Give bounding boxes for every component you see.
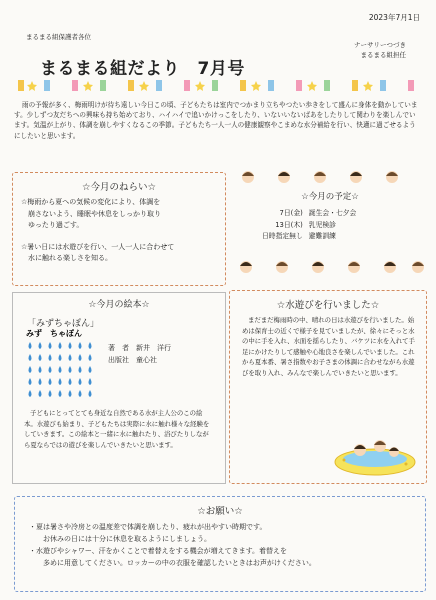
schedule-event: 誕生会・七夕会	[308, 209, 357, 217]
request-line-3: ・水遊びやシャワー、汗をかくことで着替えをする機会が増えてきます。着替えを	[29, 547, 288, 555]
sender-class: まるまる組担任	[360, 51, 406, 59]
page-title: まるまる組だより 7月号	[40, 59, 245, 79]
book-meta	[108, 342, 171, 366]
children-faces-decoration	[236, 168, 426, 186]
schedule-table	[262, 208, 362, 243]
request-line-4: 多めに用意してください。ロッカーの中の衣服を確認したいときはお声がけください。	[43, 559, 316, 567]
aim-2-line-2: 水に触れる楽しさを知る。	[28, 254, 112, 262]
monthly-aims-box	[12, 172, 226, 286]
schedule-heading: ☆今月の予定☆	[301, 192, 359, 202]
sender-school: ナーサリーつづき	[354, 41, 406, 49]
recipients: まるまる組保護者各位	[26, 33, 91, 41]
issue-date: 2023年7月1日	[368, 13, 420, 22]
aim-1-line-1: ☆梅雨から夏への気候の変化により、体調を	[21, 198, 161, 206]
intro-paragraph: 雨の予報が多く、梅雨明けが待ち遠しい今日この頃、子どもたちは室内でつかまり立ちやつたい歩きをして盛んに身体を動かしています。少しずつ友だちへの興味も持ち始めており、ハイハイで追いかけっこをしたり、いないいないばあをしたりして関わりを楽しんでいます。気温が上がり、体調を崩しやすくなるこの季節。子どもたち一人一人の健康観察やこまめな水分補給を行い、快適に過ごせるようにしたいと思います。	[14, 101, 418, 140]
face-icons	[240, 261, 424, 273]
children-faces-decoration-2	[232, 258, 428, 276]
aims-heading: ☆今月のねらい☆	[81, 182, 157, 193]
request-heading: ☆お願い☆	[197, 506, 243, 517]
schedule-date: 13日(木)	[275, 220, 303, 229]
book-description: 子どもにとってとても身近な自然である水が主人公のこの絵本。水遊びも始まり、子どもたちは実際に水に触れ様々な経験をしていきます。この絵本と一緒に水に触れたり、浴びたりしながら夏ならではの遊びを楽しんでいきたいと思います。	[24, 409, 210, 449]
aim-1-line-2: 崩さないよう、睡眠や休息をしっかり取り	[28, 209, 161, 218]
book-cover-image	[22, 326, 100, 402]
schedule-event: 避難訓練	[308, 232, 336, 240]
book-title: 「みずちゃぽん」	[27, 319, 100, 329]
water-text: まだまだ梅雨時の中、晴れの日は水遊びを行いました。始めは保育士の近くで様子を見ていましたが、徐々にそっと水の中に手を入れ、水面を揺らしたり、バケツに水を入れて手足にかけたりして感触や心地良さを楽しんでいました。これから夏本番、暑さ指数やお子さまの体調に合わせながら水遊びを取り入れ、みんなで楽しんでいきたいと思います。	[242, 316, 415, 377]
decoration-strips	[18, 80, 414, 91]
schedule-event: 乳児検診	[308, 220, 336, 229]
schedule-date: 7日(金)	[279, 209, 303, 217]
sender	[354, 40, 406, 60]
book-author: 著 者 新井 洋行	[108, 344, 171, 352]
schedule-date: 日時指定無し	[262, 232, 303, 240]
book-cover-text: みず ちゃぽん	[26, 329, 82, 338]
pool-illustration	[330, 428, 420, 478]
face-icons	[242, 171, 398, 183]
request-line-1: ・夏は暑さや冷房との温度差で体調を崩したり、疲れが出やすい時期です。	[29, 523, 267, 531]
request-box	[14, 496, 426, 592]
tanabata-decoration	[14, 78, 424, 92]
schedule-row	[262, 231, 362, 243]
book-heading: ☆今月の絵本☆	[88, 300, 150, 310]
water-heading: ☆水遊びを行いました☆	[276, 300, 380, 311]
aim-2-line-1: ☆暑い日には水遊びを行い、一人一人に合わせて	[21, 242, 175, 251]
request-line-2: お休みの日には十分に休息を取るようにしましょう。	[43, 535, 211, 543]
schedule-row	[262, 208, 362, 220]
schedule-row	[262, 220, 362, 232]
star-icons	[27, 81, 373, 91]
raindrop-icons	[29, 342, 92, 397]
aim-1-line-3: ゆったり過ごす。	[28, 221, 84, 229]
book-publisher: 出版社 童心社	[108, 356, 157, 364]
